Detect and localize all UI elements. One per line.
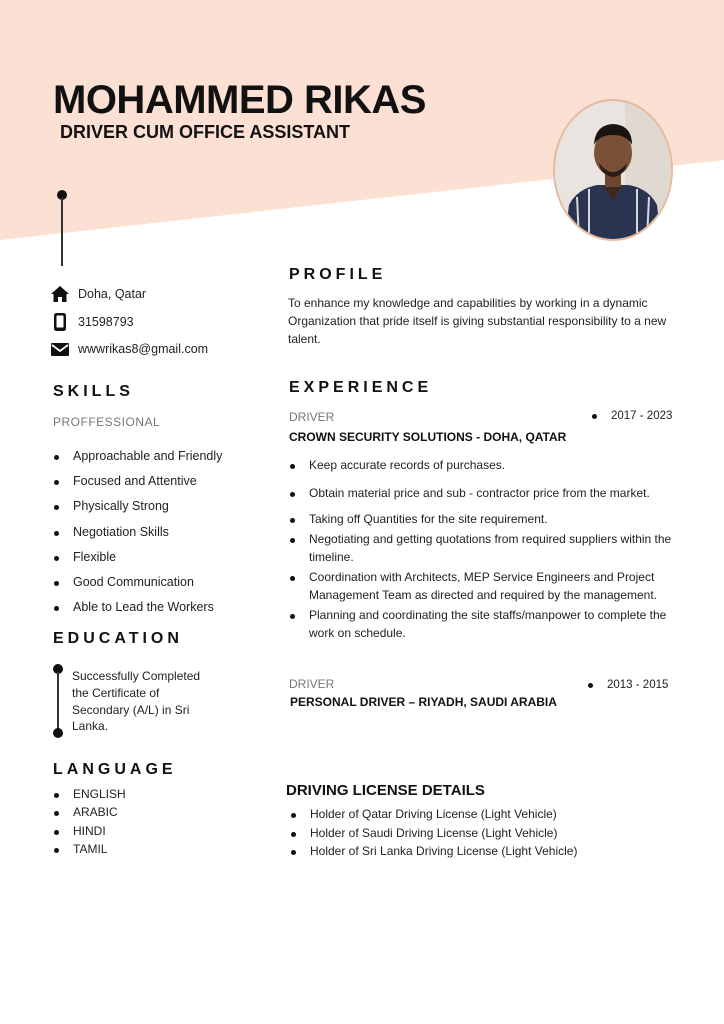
license-list xyxy=(289,805,689,861)
date-bullet xyxy=(592,414,597,419)
location-text: Doha, Qatar xyxy=(78,287,147,301)
language-heading: LANGUAGE xyxy=(53,761,177,778)
candidate-name: MOHAMMED RIKAS xyxy=(53,78,426,122)
list-item: Planning and coordinating the site staffs/manpower to complete the work on schedule. xyxy=(288,606,688,643)
profile-heading: PROFILE xyxy=(289,266,387,283)
job-company: CROWN SECURITY SOLUTIONS - DOHA, QATAR xyxy=(289,430,567,444)
education-text: Successfully Completed the Certificate of Secondary (A/L) in Sri Lanka. xyxy=(72,669,201,734)
list-item: Negotiation Skills xyxy=(52,524,272,549)
profile-text: To enhance my knowledge and capabilities by working in a dynamic Organization that pride itself is giving substantial responsibility to a new talent. xyxy=(288,296,667,346)
list-item: Coordination with Architects, MEP Service Engineers and Project Management Team as directed and required by the management. xyxy=(288,568,688,605)
list-item: ENGLISH xyxy=(52,786,252,804)
list-item: Holder of Sri Lanka Driving License (Light Vehicle) xyxy=(289,842,689,861)
timeline-line-top xyxy=(61,198,63,266)
skills-subheading: PROFFESSIONAL xyxy=(53,415,161,429)
phone-text: 31598793 xyxy=(78,315,134,329)
license-heading: DRIVING LICENSE DETAILS xyxy=(286,782,485,799)
profile-photo xyxy=(553,99,673,241)
education-heading: EDUCATION xyxy=(53,630,183,647)
email-text: wwwrikas8@gmail.com xyxy=(78,342,209,356)
list-item: Taking off Quantities for the site requirement. xyxy=(288,510,688,529)
job-role: DRIVER xyxy=(289,410,335,424)
education-dot-bottom xyxy=(53,728,63,738)
date-bullet xyxy=(588,683,593,688)
contact-email xyxy=(50,341,208,357)
job-company: PERSONAL DRIVER – RIYADH, SAUDI ARABIA xyxy=(290,695,557,709)
contact-phone xyxy=(50,312,134,332)
experience-heading: EXPERIENCE xyxy=(289,379,433,396)
list-item: ARABIC xyxy=(52,804,252,822)
list-item: Able to Lead the Workers xyxy=(52,599,272,624)
list-item: Good Communication xyxy=(52,574,272,599)
skills-list xyxy=(52,448,272,624)
job-dates xyxy=(592,410,672,422)
education-line xyxy=(57,672,59,730)
job-dates-text: 2013 - 2015 xyxy=(607,679,669,691)
job-role: DRIVER xyxy=(289,677,335,691)
list-item: HINDI xyxy=(52,823,252,841)
contact-location xyxy=(50,285,146,303)
job-title: DRIVER CUM OFFICE ASSISTANT xyxy=(60,122,351,142)
list-item: Keep accurate records of purchases. xyxy=(288,456,688,475)
job-duties-list xyxy=(288,456,688,644)
job-dates xyxy=(588,679,668,691)
list-item: Holder of Qatar Driving License (Light Vehicle) xyxy=(289,805,689,824)
list-item: Flexible xyxy=(52,549,272,574)
list-item: Approachable and Friendly xyxy=(52,448,272,473)
phone-icon xyxy=(50,312,70,332)
list-item: Negotiating and getting quotations from required suppliers within the timeline. xyxy=(288,530,688,567)
language-list xyxy=(52,786,252,860)
home-icon xyxy=(50,285,70,303)
mail-icon xyxy=(50,341,70,357)
list-item: Physically Strong xyxy=(52,498,272,523)
list-item: Focused and Attentive xyxy=(52,473,272,498)
skills-heading: SKILLS xyxy=(53,383,134,400)
job-dates-text: 2017 - 2023 xyxy=(611,410,673,422)
list-item: TAMIL xyxy=(52,841,252,859)
list-item: Holder of Saudi Driving License (Light Vehicle) xyxy=(289,824,689,843)
list-item: Obtain material price and sub - contractor price from the market. xyxy=(288,484,688,503)
